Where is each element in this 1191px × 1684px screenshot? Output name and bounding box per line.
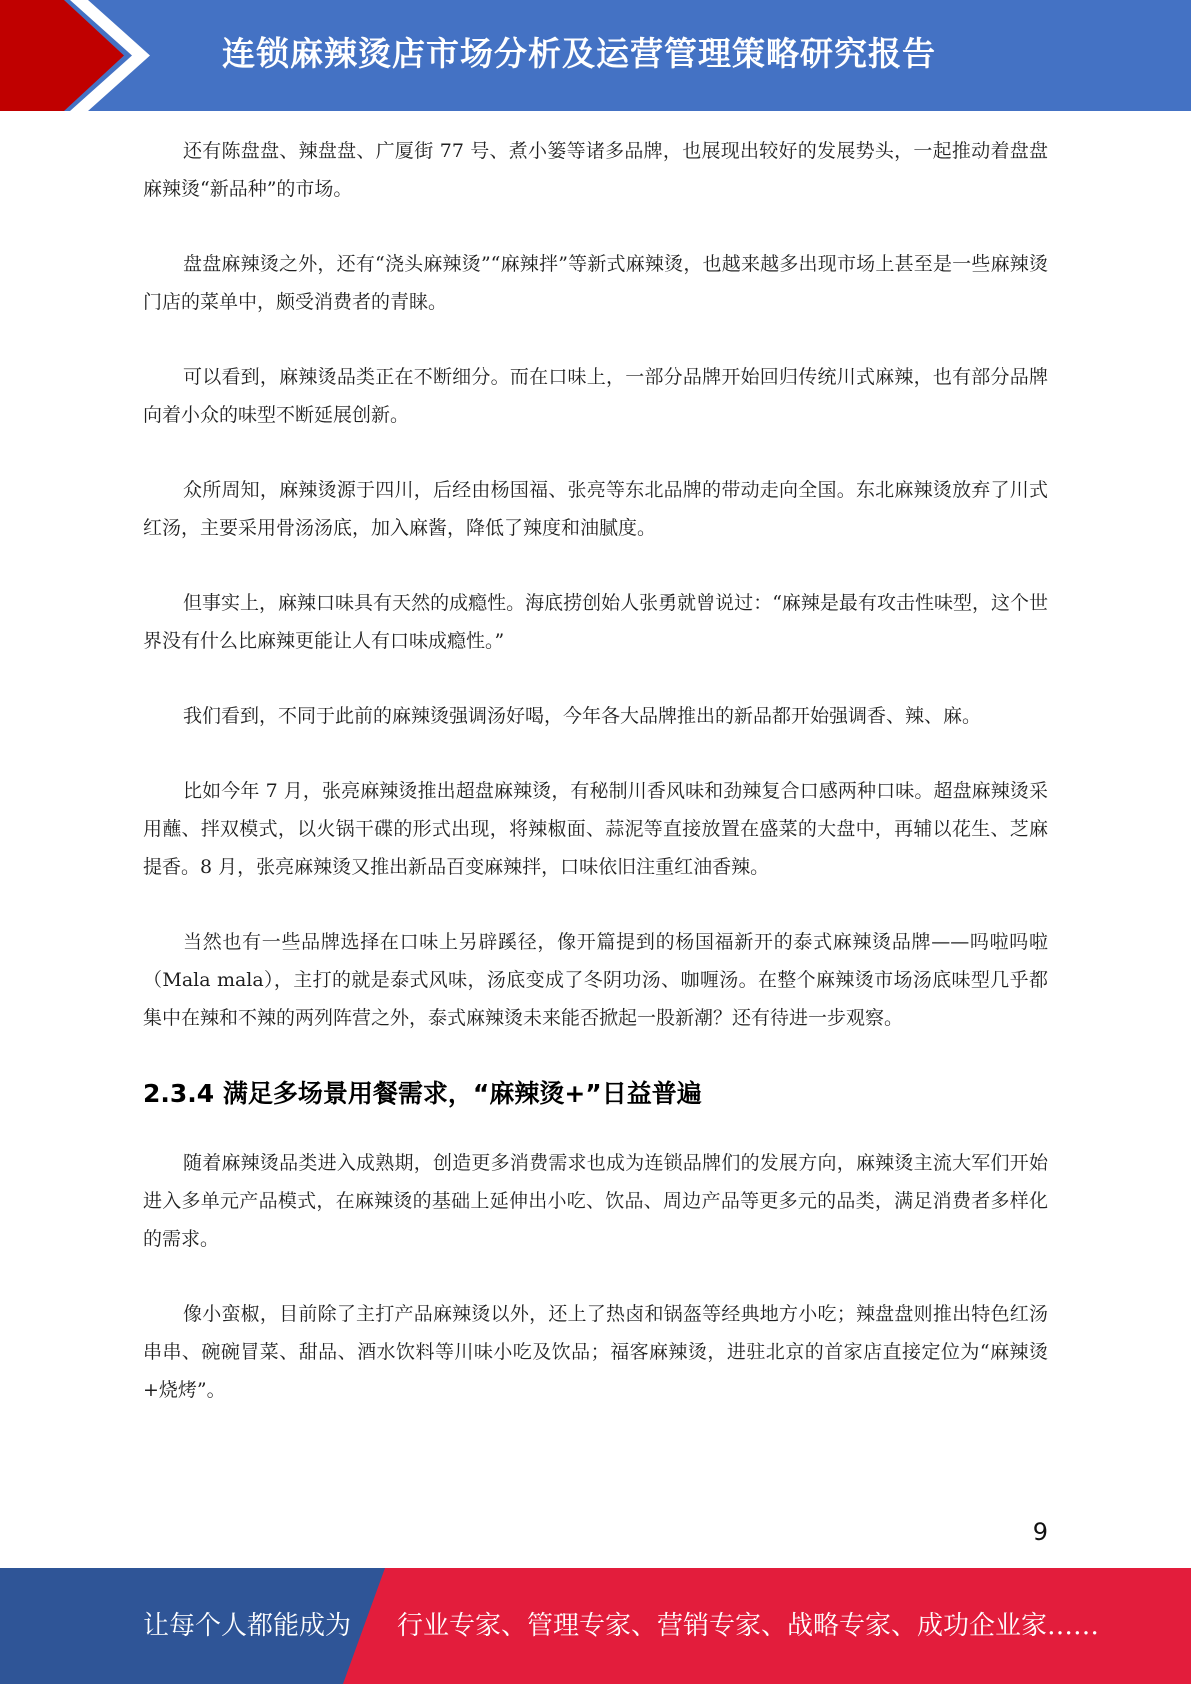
paragraph: 比如今年 7 月，张亮麻辣烫推出超盘麻辣烫，有秘制川香风味和劲辣复合口感两种口味。超盘麻辣烫采用蘸、拌双模式，以火锅干碟的形式出现，将辣椒面、蒜泥等直接放置在盛菜的大盘中，再辅以花生、芝麻提香。8 月，张亮麻辣烫又推出新品百变麻辣拌，口味依旧注重红油香辣。 xyxy=(143,780,1048,878)
document-body xyxy=(143,132,1048,1446)
paragraph: 我们看到，不同于此前的麻辣烫强调汤好喝，今年各大品牌推出的新品都开始强调香、辣、麻。 xyxy=(183,705,982,727)
report-title: 连锁麻辣烫店市场分析及运营管理策略研究报告 xyxy=(222,34,936,73)
paragraph: 但事实上，麻辣口味具有天然的成瘾性。海底捞创始人张勇就曾说过：“麻辣是最有攻击性味型，这个世界没有什么比麻辣更能让人有口味成瘾性。” xyxy=(143,592,1048,652)
paragraph: 随着麻辣烫品类进入成熟期，创造更多消费需求也成为连锁品牌们的发展方向，麻辣烫主流大军们开始进入多单元产品模式，在麻辣烫的基础上延伸出小吃、饮品、周边产品等更多元的品类，满足消费者多样化的需求。 xyxy=(143,1152,1048,1250)
page-number: 9 xyxy=(1032,1518,1048,1546)
paragraph: 还有陈盘盘、辣盘盘、广厦街 77 号、煮小篓等诸多品牌，也展现出较好的发展势头，一起推动着盘盘麻辣烫“新品种”的市场。 xyxy=(143,140,1048,200)
paragraph: 可以看到，麻辣烫品类正在不断细分。而在口味上，一部分品牌开始回归传统川式麻辣，也有部分品牌向着小众的味型不断延展创新。 xyxy=(143,366,1048,426)
page-footer xyxy=(0,1568,1191,1684)
header-arrow-decoration xyxy=(0,0,200,111)
section-heading: 2.3.4 满足多场景用餐需求，“麻辣烫+”日益普遍 xyxy=(143,1079,702,1108)
paragraph: 像小蛮椒，目前除了主打产品麻辣烫以外，还上了热卤和锅盔等经典地方小吃；辣盘盘则推出特色红汤串串、碗碗冒菜、甜品、酒水饮料等川味小吃及饮品；福客麻辣烫，进驻北京的首家店直接定位为“麻辣烫+烧烤”。 xyxy=(143,1303,1048,1401)
paragraph: 盘盘麻辣烫之外，还有“浇头麻辣烫”“麻辣拌”等新式麻辣烫，也越来越多出现市场上甚至是一些麻辣烫门店的菜单中，颇受消费者的青睐。 xyxy=(143,253,1048,313)
footer-slogan-right: 行业专家、管理专家、营销专家、战略专家、成功企业家…… xyxy=(397,1611,1100,1641)
page-header xyxy=(0,0,1191,111)
paragraph: 众所周知，麻辣烫源于四川，后经由杨国福、张亮等东北品牌的带动走向全国。东北麻辣烫放弃了川式红汤，主要采用骨汤汤底，加入麻酱，降低了辣度和油腻度。 xyxy=(143,479,1048,539)
footer-slogan-left: 让每个人都能成为 xyxy=(143,1611,352,1641)
paragraph: 当然也有一些品牌选择在口味上另辟蹊径，像开篇提到的杨国福新开的泰式麻辣烫品牌——吗啦吗啦（Mala mala），主打的就是泰式风味，汤底变成了冬阴功汤、咖喱汤。在整个麻辣烫市场汤底味型几乎都集中在辣和不辣的两列阵营之外，泰式麻辣烫未来能否掀起一股新潮？还有待进一步观察。 xyxy=(143,931,1048,1029)
